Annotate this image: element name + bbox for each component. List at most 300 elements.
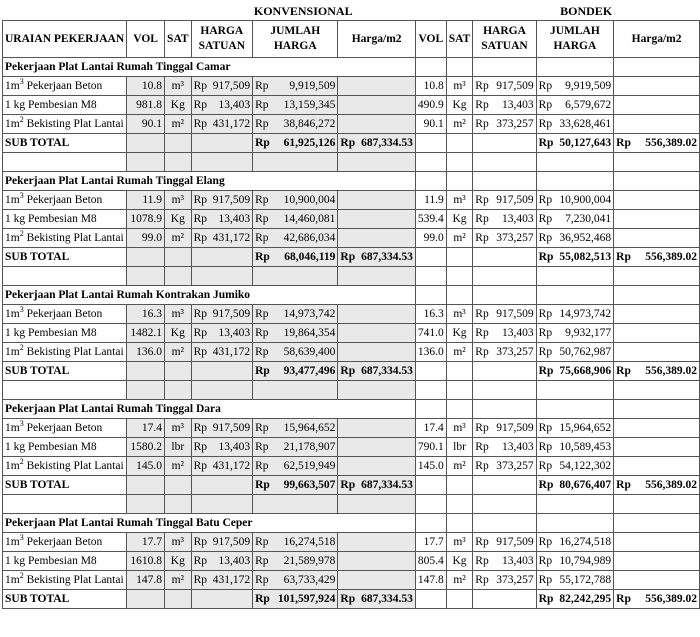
bondek-harga-m2 bbox=[614, 210, 700, 229]
section-title-row bbox=[3, 514, 700, 533]
konv-sat: Kg bbox=[165, 96, 192, 115]
empty-cell bbox=[415, 495, 446, 514]
konv-harga-satuan bbox=[191, 77, 253, 96]
bondek-vol: 99.0 bbox=[415, 229, 446, 248]
konv-jumlah-harga-value: 21,178,907 bbox=[283, 441, 336, 453]
konv-jumlah-harga-value: 42,686,034 bbox=[283, 232, 336, 244]
konv-harga-satuan bbox=[191, 191, 253, 210]
empty-cell bbox=[473, 590, 536, 609]
empty-cell bbox=[473, 267, 536, 286]
empty-cell bbox=[536, 172, 613, 191]
item-row bbox=[3, 419, 700, 438]
item-label-text: 1 kg Pembesian M8 bbox=[5, 441, 97, 453]
currency-symbol: Rp bbox=[255, 213, 269, 225]
currency-symbol: Rp bbox=[193, 327, 207, 339]
item-label-text: Bekisting Plat Lantai bbox=[23, 460, 124, 472]
konv-jumlah-harga bbox=[253, 191, 338, 210]
item-label-exponent: 2 bbox=[19, 457, 24, 467]
konvensional-title: KONVENSIONAL bbox=[191, 2, 415, 21]
item-row bbox=[3, 438, 700, 457]
konv-harga-satuan-value: 13,403 bbox=[218, 441, 251, 453]
bondek-subtotal bbox=[536, 590, 613, 609]
empty-cell bbox=[473, 495, 536, 514]
konv-jumlah-harga-value: 19,864,354 bbox=[283, 327, 336, 339]
currency-symbol: Rp bbox=[475, 441, 489, 453]
item-label bbox=[3, 552, 127, 571]
konv-jumlah-harga-value: 10,900,004 bbox=[283, 194, 336, 206]
konv-subtotal bbox=[253, 248, 338, 267]
konv-harga-m2 bbox=[338, 229, 415, 248]
item-label-exponent: 3 bbox=[19, 419, 24, 429]
bondek-harga-m2 bbox=[614, 571, 700, 590]
empty-cell bbox=[473, 58, 536, 77]
konv-jumlah-harga-value: 16,274,518 bbox=[283, 536, 336, 548]
konv-vol: 11.9 bbox=[127, 191, 165, 210]
empty-cell bbox=[446, 381, 473, 400]
bondek-harga-satuan bbox=[473, 115, 536, 134]
bondek-subtotal bbox=[536, 476, 613, 495]
bondek-harga-per-m2-value: 556,389.02 bbox=[645, 365, 697, 377]
konv-harga-per-m2-value: 687,334.53 bbox=[361, 593, 413, 605]
konv-sat: m³ bbox=[165, 419, 192, 438]
item-row bbox=[3, 77, 700, 96]
currency-symbol: Rp bbox=[255, 422, 269, 434]
item-row bbox=[3, 343, 700, 362]
section-title-row bbox=[3, 172, 700, 191]
empty-cell bbox=[473, 400, 536, 419]
cost-comparison-sheet bbox=[2, 2, 700, 609]
item-label-prefix: 1m bbox=[5, 574, 20, 586]
bondek-harga-per-m2-value: 556,389.02 bbox=[645, 593, 697, 605]
konv-vol: 145.0 bbox=[127, 457, 165, 476]
bondek-harga-per-m2 bbox=[614, 134, 700, 153]
empty-cell bbox=[446, 362, 473, 381]
subtotal-row bbox=[3, 248, 700, 267]
empty-cell bbox=[473, 134, 536, 153]
konv-harga-m2 bbox=[338, 533, 415, 552]
empty-cell bbox=[415, 134, 446, 153]
konv-sat: lbr bbox=[165, 438, 192, 457]
bondek-harga-satuan bbox=[473, 191, 536, 210]
currency-symbol: Rp bbox=[538, 441, 553, 453]
item-label-prefix: 1m bbox=[5, 460, 20, 472]
konv-harga-m2 bbox=[338, 96, 415, 115]
konv-jumlah-harga bbox=[253, 77, 338, 96]
konv-harga-satuan bbox=[191, 552, 253, 571]
currency-symbol: Rp bbox=[340, 251, 356, 263]
empty-cell bbox=[446, 267, 473, 286]
currency-symbol: Rp bbox=[340, 479, 356, 491]
konv-harga-satuan-value: 13,403 bbox=[218, 555, 251, 567]
bondek-jumlah-harga-value: 55,172,788 bbox=[559, 574, 612, 586]
bondek-sat: m² bbox=[446, 343, 473, 362]
empty-cell bbox=[614, 172, 700, 191]
header-sat: SAT bbox=[165, 21, 192, 58]
bondek-sat: m³ bbox=[446, 77, 473, 96]
konv-sat: m³ bbox=[165, 533, 192, 552]
bondek-harga-satuan bbox=[473, 324, 536, 343]
subtotal-label: SUB TOTAL bbox=[3, 590, 127, 609]
empty-cell bbox=[165, 267, 192, 286]
bondek-jumlah-harga-value: 50,762,987 bbox=[559, 346, 612, 358]
empty-cell bbox=[253, 267, 338, 286]
bondek-sat: m³ bbox=[446, 191, 473, 210]
empty-cell bbox=[614, 381, 700, 400]
currency-symbol: Rp bbox=[538, 118, 553, 130]
empty-cell bbox=[614, 400, 700, 419]
bondek-vol: 539.4 bbox=[415, 210, 446, 229]
konv-harga-satuan bbox=[191, 115, 253, 134]
currency-symbol: Rp bbox=[475, 536, 489, 548]
bondek-jumlah-harga-value: 54,122,302 bbox=[559, 460, 612, 472]
bondek-jumlah-harga bbox=[536, 571, 613, 590]
bondek-harga-satuan bbox=[473, 438, 536, 457]
bondek-subtotal-value: 50,127,643 bbox=[559, 137, 612, 149]
currency-symbol: Rp bbox=[538, 213, 553, 225]
item-label-prefix: 1m bbox=[5, 232, 20, 244]
konv-jumlah-harga-value: 62,519,949 bbox=[283, 460, 336, 472]
item-row bbox=[3, 210, 700, 229]
bondek-harga-satuan bbox=[473, 77, 536, 96]
subtotal-label: SUB TOTAL bbox=[3, 476, 127, 495]
konv-harga-satuan bbox=[191, 324, 253, 343]
konv-harga-m2 bbox=[338, 77, 415, 96]
currency-symbol: Rp bbox=[193, 99, 207, 111]
currency-symbol: Rp bbox=[475, 232, 489, 244]
bondek-sat: m³ bbox=[446, 533, 473, 552]
bondek-jumlah-harga bbox=[536, 419, 613, 438]
konv-jumlah-harga-value: 38,846,272 bbox=[283, 118, 336, 130]
item-label-exponent: 2 bbox=[19, 115, 24, 125]
empty-cell bbox=[614, 267, 700, 286]
konv-jumlah-harga-value: 63,733,429 bbox=[283, 574, 336, 586]
item-label-text: Pekerjaan Beton bbox=[23, 422, 103, 434]
item-row bbox=[3, 457, 700, 476]
bondek-harga-satuan bbox=[473, 419, 536, 438]
item-label-exponent: 2 bbox=[19, 343, 24, 353]
konv-harga-satuan bbox=[191, 571, 253, 590]
bondek-harga-satuan-value: 13,403 bbox=[502, 441, 534, 453]
subtotal-label: SUB TOTAL bbox=[3, 362, 127, 381]
item-label bbox=[3, 305, 127, 324]
konv-jumlah-harga bbox=[253, 96, 338, 115]
bondek-harga-m2 bbox=[614, 457, 700, 476]
bondek-harga-m2 bbox=[614, 191, 700, 210]
empty-cell bbox=[191, 248, 253, 267]
konv-harga-per-m2-value: 687,334.53 bbox=[361, 137, 413, 149]
empty-cell bbox=[446, 248, 473, 267]
konv-harga-satuan-value: 917,509 bbox=[212, 194, 251, 206]
bondek-sat: Kg bbox=[446, 210, 473, 229]
empty-cell bbox=[127, 248, 165, 267]
bondek-harga-satuan-value: 373,257 bbox=[496, 232, 534, 244]
konv-harga-satuan-value: 917,509 bbox=[212, 80, 251, 92]
bondek-harga-m2 bbox=[614, 324, 700, 343]
bondek-vol: 490.9 bbox=[415, 96, 446, 115]
currency-symbol: Rp bbox=[616, 137, 631, 149]
empty-cell bbox=[473, 153, 536, 172]
konv-jumlah-harga bbox=[253, 229, 338, 248]
currency-symbol: Rp bbox=[255, 118, 269, 130]
konv-harga-per-m2-value: 687,334.53 bbox=[361, 479, 413, 491]
empty-cell bbox=[415, 172, 446, 191]
empty-cell bbox=[415, 286, 446, 305]
konv-jumlah-harga bbox=[253, 457, 338, 476]
subtotal-row bbox=[3, 134, 700, 153]
empty-cell bbox=[446, 286, 473, 305]
bondek-sat: m² bbox=[446, 457, 473, 476]
item-label bbox=[3, 457, 127, 476]
konv-harga-per-m2 bbox=[338, 248, 415, 267]
item-label bbox=[3, 229, 127, 248]
empty-cell bbox=[253, 153, 338, 172]
konv-vol: 1580.2 bbox=[127, 438, 165, 457]
empty-cell bbox=[191, 267, 253, 286]
konv-subtotal-value: 61,925,126 bbox=[283, 137, 336, 149]
konv-subtotal bbox=[253, 134, 338, 153]
bondek-harga-m2 bbox=[614, 552, 700, 571]
empty-cell bbox=[191, 381, 253, 400]
empty-cell bbox=[415, 58, 446, 77]
bondek-jumlah-harga bbox=[536, 115, 613, 134]
currency-symbol: Rp bbox=[475, 422, 489, 434]
konv-subtotal bbox=[253, 362, 338, 381]
empty-cell bbox=[446, 153, 473, 172]
subtotal-row bbox=[3, 476, 700, 495]
header-vol: VOL bbox=[127, 21, 165, 58]
bondek-harga-per-m2 bbox=[614, 248, 700, 267]
empty-cell bbox=[536, 286, 613, 305]
item-label bbox=[3, 571, 127, 590]
currency-symbol: Rp bbox=[340, 137, 356, 149]
section-title: Pekerjaan Plat Lantai Rumah Kontrakan Jumiko bbox=[3, 286, 416, 305]
konv-jumlah-harga bbox=[253, 571, 338, 590]
header-sat-bondek: SAT bbox=[446, 21, 473, 58]
bondek-harga-m2 bbox=[614, 115, 700, 134]
konv-sat: m² bbox=[165, 115, 192, 134]
item-label-exponent: 2 bbox=[19, 229, 24, 239]
bondek-subtotal-value: 82,242,295 bbox=[559, 593, 612, 605]
currency-symbol: Rp bbox=[475, 327, 489, 339]
item-label-prefix: 1m bbox=[5, 118, 20, 130]
empty-cell bbox=[415, 381, 446, 400]
currency-symbol: Rp bbox=[193, 536, 207, 548]
konv-harga-per-m2 bbox=[338, 476, 415, 495]
bondek-harga-satuan-value: 13,403 bbox=[502, 555, 534, 567]
item-label-prefix: 1m bbox=[5, 80, 20, 92]
empty-cell bbox=[191, 476, 253, 495]
bondek-title: BONDEK bbox=[473, 2, 700, 21]
bondek-sat: m² bbox=[446, 571, 473, 590]
currency-symbol: Rp bbox=[193, 308, 207, 320]
konv-vol: 1610.8 bbox=[127, 552, 165, 571]
currency-symbol: Rp bbox=[193, 232, 207, 244]
konv-vol: 90.1 bbox=[127, 115, 165, 134]
bondek-harga-m2 bbox=[614, 229, 700, 248]
konv-jumlah-harga-value: 14,973,742 bbox=[283, 308, 336, 320]
empty-cell bbox=[536, 153, 613, 172]
section-title-row bbox=[3, 400, 700, 419]
bondek-sat: m² bbox=[446, 115, 473, 134]
item-label-text: Bekisting Plat Lantai bbox=[23, 574, 124, 586]
cost-table bbox=[2, 2, 700, 609]
header-uraian: URAIAN PEKERJAAN bbox=[3, 21, 127, 58]
item-label-prefix: 1m bbox=[5, 346, 20, 358]
bondek-harga-per-m2 bbox=[614, 476, 700, 495]
bondek-vol: 741.0 bbox=[415, 324, 446, 343]
empty-cell bbox=[536, 58, 613, 77]
currency-symbol: Rp bbox=[193, 118, 207, 130]
bondek-jumlah-harga-value: 14,973,742 bbox=[559, 308, 612, 320]
konv-jumlah-harga-value: 21,589,978 bbox=[283, 555, 336, 567]
subtotal-row bbox=[3, 590, 700, 609]
currency-symbol: Rp bbox=[255, 346, 269, 358]
empty-cell bbox=[536, 514, 613, 533]
header-jumlah-harga: JUMLAH HARGA bbox=[253, 21, 338, 58]
currency-symbol: Rp bbox=[255, 251, 270, 263]
empty-cell bbox=[127, 476, 165, 495]
konv-harga-m2 bbox=[338, 191, 415, 210]
currency-symbol: Rp bbox=[475, 99, 489, 111]
konv-jumlah-harga-value: 13,159,345 bbox=[283, 99, 336, 111]
empty-cell bbox=[191, 153, 253, 172]
konv-jumlah-harga-value: 9,919,509 bbox=[289, 80, 336, 92]
bondek-harga-per-m2-value: 556,389.02 bbox=[645, 479, 697, 491]
empty-cell bbox=[473, 172, 536, 191]
konv-harga-m2 bbox=[338, 571, 415, 590]
konv-harga-m2 bbox=[338, 324, 415, 343]
konv-vol: 99.0 bbox=[127, 229, 165, 248]
header-harga-m2: Harga/m2 bbox=[338, 21, 415, 58]
currency-symbol: Rp bbox=[538, 232, 553, 244]
bondek-harga-per-m2-value: 556,389.02 bbox=[645, 137, 697, 149]
konv-harga-satuan bbox=[191, 533, 253, 552]
konv-harga-m2 bbox=[338, 210, 415, 229]
empty-cell bbox=[253, 495, 338, 514]
subtotal-label: SUB TOTAL bbox=[3, 134, 127, 153]
konv-subtotal bbox=[253, 476, 338, 495]
empty-cell bbox=[446, 134, 473, 153]
bondek-harga-per-m2 bbox=[614, 590, 700, 609]
empty-cell bbox=[127, 134, 165, 153]
currency-symbol: Rp bbox=[255, 536, 269, 548]
bondek-jumlah-harga-value: 10,794,989 bbox=[559, 555, 612, 567]
section-title: Pekerjaan Plat Lantai Rumah Tinggal Dara bbox=[3, 400, 416, 419]
currency-symbol: Rp bbox=[475, 80, 489, 92]
currency-symbol: Rp bbox=[616, 479, 631, 491]
konv-harga-per-m2 bbox=[338, 590, 415, 609]
currency-symbol: Rp bbox=[255, 574, 269, 586]
currency-symbol: Rp bbox=[255, 327, 269, 339]
empty-cell bbox=[446, 495, 473, 514]
konv-jumlah-harga bbox=[253, 305, 338, 324]
empty-cell bbox=[3, 495, 127, 514]
bondek-jumlah-harga-value: 36,952,468 bbox=[559, 232, 612, 244]
currency-symbol: Rp bbox=[538, 460, 553, 472]
currency-symbol: Rp bbox=[538, 194, 553, 206]
bondek-subtotal bbox=[536, 362, 613, 381]
konv-harga-satuan-value: 13,403 bbox=[218, 327, 251, 339]
currency-symbol: Rp bbox=[193, 80, 207, 92]
bondek-harga-satuan bbox=[473, 533, 536, 552]
bondek-sat: Kg bbox=[446, 324, 473, 343]
bondek-harga-m2 bbox=[614, 419, 700, 438]
item-label-prefix: 1m bbox=[5, 194, 20, 206]
currency-symbol: Rp bbox=[193, 555, 207, 567]
konv-harga-satuan-value: 431,172 bbox=[212, 574, 251, 586]
empty-cell bbox=[473, 381, 536, 400]
konv-harga-per-m2-value: 687,334.53 bbox=[361, 251, 413, 263]
item-label-text: 1 kg Pembesian M8 bbox=[5, 327, 97, 339]
bondek-harga-per-m2-value: 556,389.02 bbox=[645, 251, 697, 263]
empty-cell bbox=[191, 134, 253, 153]
empty-cell bbox=[127, 362, 165, 381]
item-label bbox=[3, 210, 127, 229]
bondek-jumlah-harga bbox=[536, 533, 613, 552]
konv-harga-satuan bbox=[191, 438, 253, 457]
currency-symbol: Rp bbox=[538, 137, 554, 149]
currency-symbol: Rp bbox=[475, 346, 489, 358]
currency-symbol: Rp bbox=[193, 213, 207, 225]
konv-jumlah-harga bbox=[253, 419, 338, 438]
bondek-harga-satuan bbox=[473, 305, 536, 324]
konv-harga-per-m2 bbox=[338, 134, 415, 153]
currency-symbol: Rp bbox=[193, 422, 207, 434]
konv-subtotal-value: 93,477,496 bbox=[283, 365, 336, 377]
currency-symbol: Rp bbox=[475, 555, 489, 567]
konv-harga-satuan bbox=[191, 419, 253, 438]
konv-vol: 17.4 bbox=[127, 419, 165, 438]
bondek-jumlah-harga-value: 6,579,672 bbox=[565, 99, 612, 111]
currency-symbol: Rp bbox=[475, 118, 489, 130]
currency-symbol: Rp bbox=[475, 213, 489, 225]
spacer-row bbox=[3, 381, 700, 400]
empty-cell bbox=[473, 362, 536, 381]
empty-cell bbox=[446, 476, 473, 495]
bondek-vol: 90.1 bbox=[415, 115, 446, 134]
currency-symbol: Rp bbox=[538, 555, 553, 567]
empty-cell bbox=[191, 495, 253, 514]
item-label-exponent: 3 bbox=[19, 191, 24, 201]
currency-symbol: Rp bbox=[340, 365, 356, 377]
currency-symbol: Rp bbox=[255, 593, 270, 605]
item-label-exponent: 2 bbox=[19, 571, 24, 581]
subtotal-label: SUB TOTAL bbox=[3, 248, 127, 267]
bondek-jumlah-harga bbox=[536, 96, 613, 115]
empty-cell bbox=[446, 590, 473, 609]
konv-jumlah-harga-value: 14,460,081 bbox=[283, 213, 336, 225]
konv-vol: 17.7 bbox=[127, 533, 165, 552]
currency-symbol: Rp bbox=[255, 555, 269, 567]
currency-symbol: Rp bbox=[475, 574, 489, 586]
currency-symbol: Rp bbox=[616, 593, 631, 605]
bondek-harga-satuan-value: 373,257 bbox=[496, 346, 534, 358]
konv-sat: m³ bbox=[165, 305, 192, 324]
item-label-exponent: 3 bbox=[19, 305, 24, 315]
currency-symbol: Rp bbox=[255, 365, 270, 377]
empty-cell bbox=[446, 58, 473, 77]
empty-cell bbox=[446, 400, 473, 419]
empty-cell bbox=[536, 495, 613, 514]
empty-cell bbox=[536, 400, 613, 419]
empty-cell bbox=[614, 495, 700, 514]
item-row bbox=[3, 191, 700, 210]
item-label bbox=[3, 343, 127, 362]
empty-cell bbox=[614, 286, 700, 305]
bondek-harga-satuan bbox=[473, 229, 536, 248]
currency-symbol: Rp bbox=[475, 308, 489, 320]
bondek-subtotal bbox=[536, 248, 613, 267]
